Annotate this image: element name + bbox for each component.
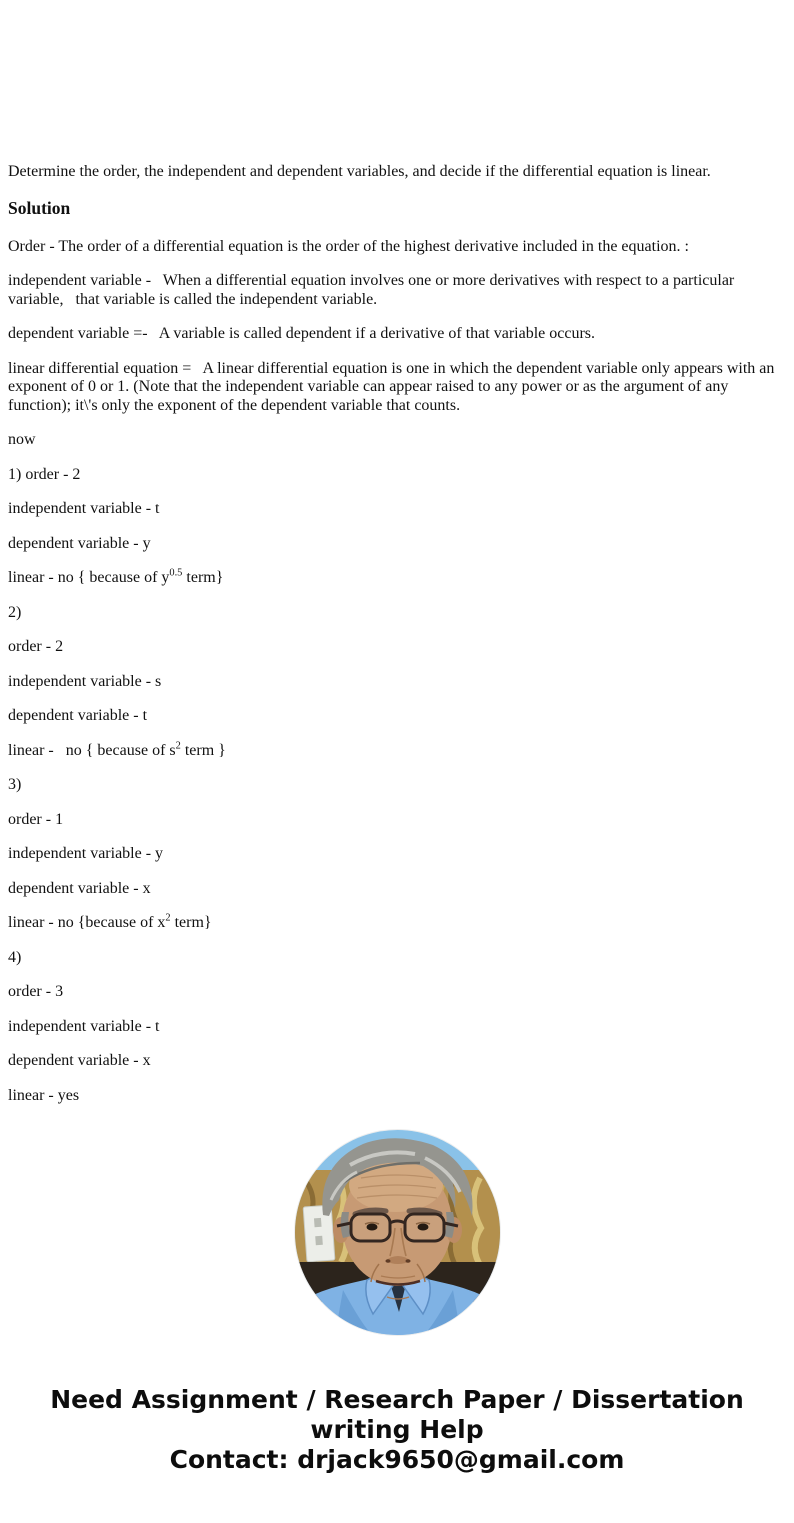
answer3-linear-exponent: 2 (165, 912, 171, 924)
answer4-independent: independent variable - t (8, 1017, 160, 1035)
footer-line1: Need Assignment / Research Paper / Dissertation (50, 1385, 744, 1414)
answer4-label: 4) (8, 948, 22, 966)
answer1-dependent: dependent variable - y (8, 534, 151, 552)
answer2-linear-exponent: 2 (175, 740, 181, 752)
answer3-independent: independent variable - y (8, 845, 164, 862)
answer3-linear-term: term} (170, 914, 212, 931)
tutor-portrait-image (295, 1130, 500, 1335)
answer3-label: 3) (8, 776, 22, 793)
answer2-order: order - 2 (8, 638, 64, 655)
problem-prompt: Determine the order, the independent and dependent variables, and decide if the differential equation is linear. (8, 163, 711, 180)
answer2-linear-term: term } (180, 741, 226, 759)
answer4-order: order - 3 (8, 983, 64, 1000)
definition-independent-variable: independent variable - When a differential equation involves one or more derivatives with respect to a particular variable, that variable is called the independent variable. (8, 272, 739, 308)
answer1-order: 1) order - 2 (8, 465, 81, 483)
now-label: now (8, 431, 36, 448)
solution-heading: Solution (8, 197, 71, 218)
answer3-dependent: dependent variable - x (8, 879, 151, 897)
answer1-linear-text: linear - no { because of y (8, 569, 170, 586)
footer-line2: writing Help (310, 1415, 484, 1444)
answer2-independent: independent variable - s (8, 672, 162, 690)
footer-banner (8, 1385, 786, 1475)
answer4-linear: linear - yes (8, 1086, 80, 1104)
definition-linear-equation: linear differential equation = A linear differential equation is one in which the dependent variable only appears with an exponent of 0 or 1. (Note that the independent variable can appear raised to any power or as the argument of any function); it\'s only the exponent of the dependent variable that counts. (8, 359, 779, 414)
answer3-order: order - 1 (8, 810, 64, 828)
answer1-linear (8, 569, 786, 588)
answer2-linear (8, 742, 786, 761)
definition-order: Order - The order of a differential equation is the order of the highest derivative included in the equation. : (8, 237, 689, 255)
avatar-container (8, 1130, 786, 1335)
answer1-linear-exponent: 0.5 (169, 567, 183, 579)
tutor-avatar-photo (295, 1130, 500, 1335)
answer1-linear-term: term} (182, 569, 224, 586)
answer3-linear (8, 914, 786, 933)
answer4-dependent: dependent variable - x (8, 1052, 151, 1069)
answer1-independent: independent variable - t (8, 500, 160, 517)
footer-contact-email: Contact: drjack9650@gmail.com (169, 1445, 625, 1474)
answer2-dependent: dependent variable - t (8, 707, 148, 724)
answer2-label: 2) (8, 603, 22, 621)
answer2-linear-text: linear - no { because of s (8, 741, 176, 759)
definition-dependent-variable: dependent variable =- A variable is called dependent if a derivative of that variable occurs. (8, 325, 595, 342)
answer3-linear-text: linear - no {because of x (8, 914, 166, 931)
